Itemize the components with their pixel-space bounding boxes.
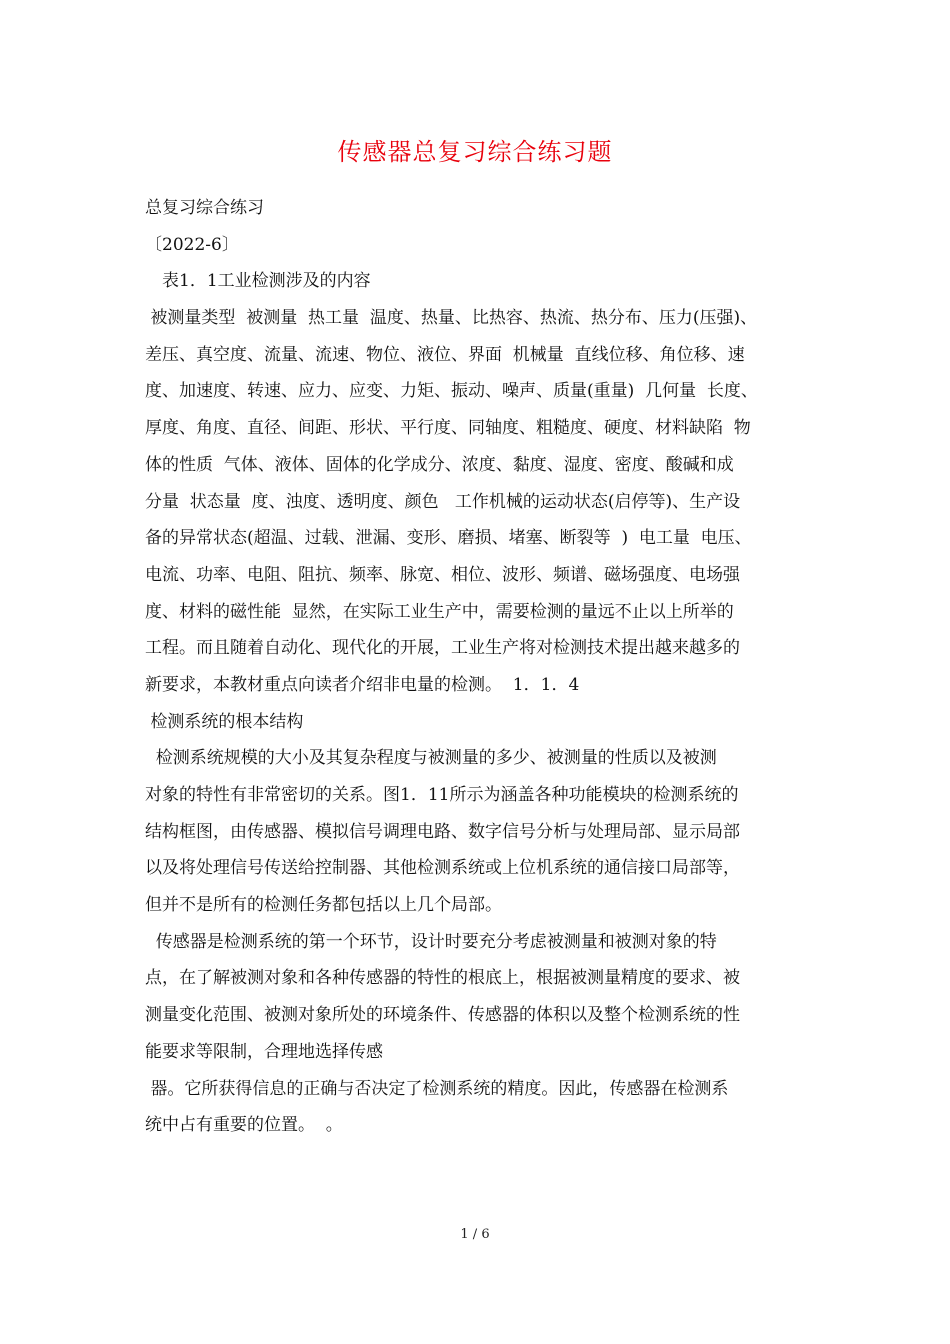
text-line: 〔2022-6〕: [145, 234, 239, 255]
text-line: 传感器是检测系统的第一个环节，设计时要充分考虑被测量和被测对象的特: [145, 931, 717, 952]
text-line: 检测系统规模的大小及其复杂程度与被测量的多少、被测量的性质以及被测: [145, 748, 717, 769]
text-line: 但并不是所有的检测任务都包括以上几个局部。: [145, 895, 502, 916]
text-line: 表1．1工业检测涉及的内容: [145, 271, 371, 292]
text-line: 备的异常状态(超温、过载、泄漏、变形、磨损、堵塞、断裂等 ) 电工量 电压、: [145, 528, 752, 549]
text-line: 电流、功率、电阻、阻抗、频率、脉宽、相位、波形、频谱、磁场强度、电场强: [145, 564, 740, 585]
text-line: 对象的特性有非常密切的关系。图1．11所示为涵盖各种功能模块的检测系统的: [145, 785, 739, 805]
text-line: 检测系统的根本结构: [145, 711, 304, 732]
text-line: 差压、真空度、流量、流速、物位、液位、界面 机械量 直线位移、角位移、速: [145, 344, 745, 365]
text-line: 分量 状态量 度、浊度、透明度、颜色 工作机械的运动状态(启停等)、生产设: [145, 491, 741, 512]
text-line: 能要求等限制，合理地选择传感: [145, 1041, 383, 1062]
text-line: 结构框图，由传感器、模拟信号调理电路、数字信号分析与处理局部、显示局部: [145, 821, 740, 842]
text-line: 器。它所获得信息的正确与否决定了检测系统的精度。因此，传感器在检测系: [145, 1078, 729, 1099]
text-line: 点，在了解被测对象和各种传感器的特性的根底上，根据被测量精度的要求、被: [145, 968, 740, 989]
text-line: 总复习综合练习: [145, 198, 264, 218]
text-line: 厚度、角度、直径、间距、形状、平行度、同轴度、粗糙度、硬度、材料缺陷 物: [145, 418, 751, 439]
text-line: 被测量类型 被测量 热工量 温度、热量、比热容、热流、热分布、压力(压强)、: [145, 308, 758, 329]
document-body: [145, 190, 810, 1144]
document-title: 传感器总复习综合练习题: [337, 138, 613, 166]
text-line: 度、加速度、转速、应力、应变、力矩、振动、噪声、质量(重量) 几何量 长度、: [145, 381, 758, 402]
text-line: 测量变化范围、被测对象所处的环境条件、传感器的体积以及整个检测系统的性: [145, 1005, 740, 1026]
text-line: 体的性质 气体、液体、固体的化学成分、浓度、黏度、湿度、密度、酸碱和成: [145, 454, 734, 475]
text-line: 新要求，本教材重点向读者介绍非电量的检测。 1．1．4: [145, 674, 580, 695]
page-number: 1 / 6: [460, 1227, 490, 1242]
text-line: 统中占有重要的位置。 。: [145, 1115, 343, 1136]
text-line: 度、材料的磁性能 显然，在实际工业生产中，需要检测的量远不止以上所举的: [145, 601, 734, 622]
text-line: 工程。而且随着自动化、现代化的开展，工业生产将对检测技术提出越来越多的: [145, 638, 740, 659]
text-line: 以及将处理信号传送给控制器、其他检测系统或上位机系统的通信接口局部等，: [145, 858, 740, 879]
